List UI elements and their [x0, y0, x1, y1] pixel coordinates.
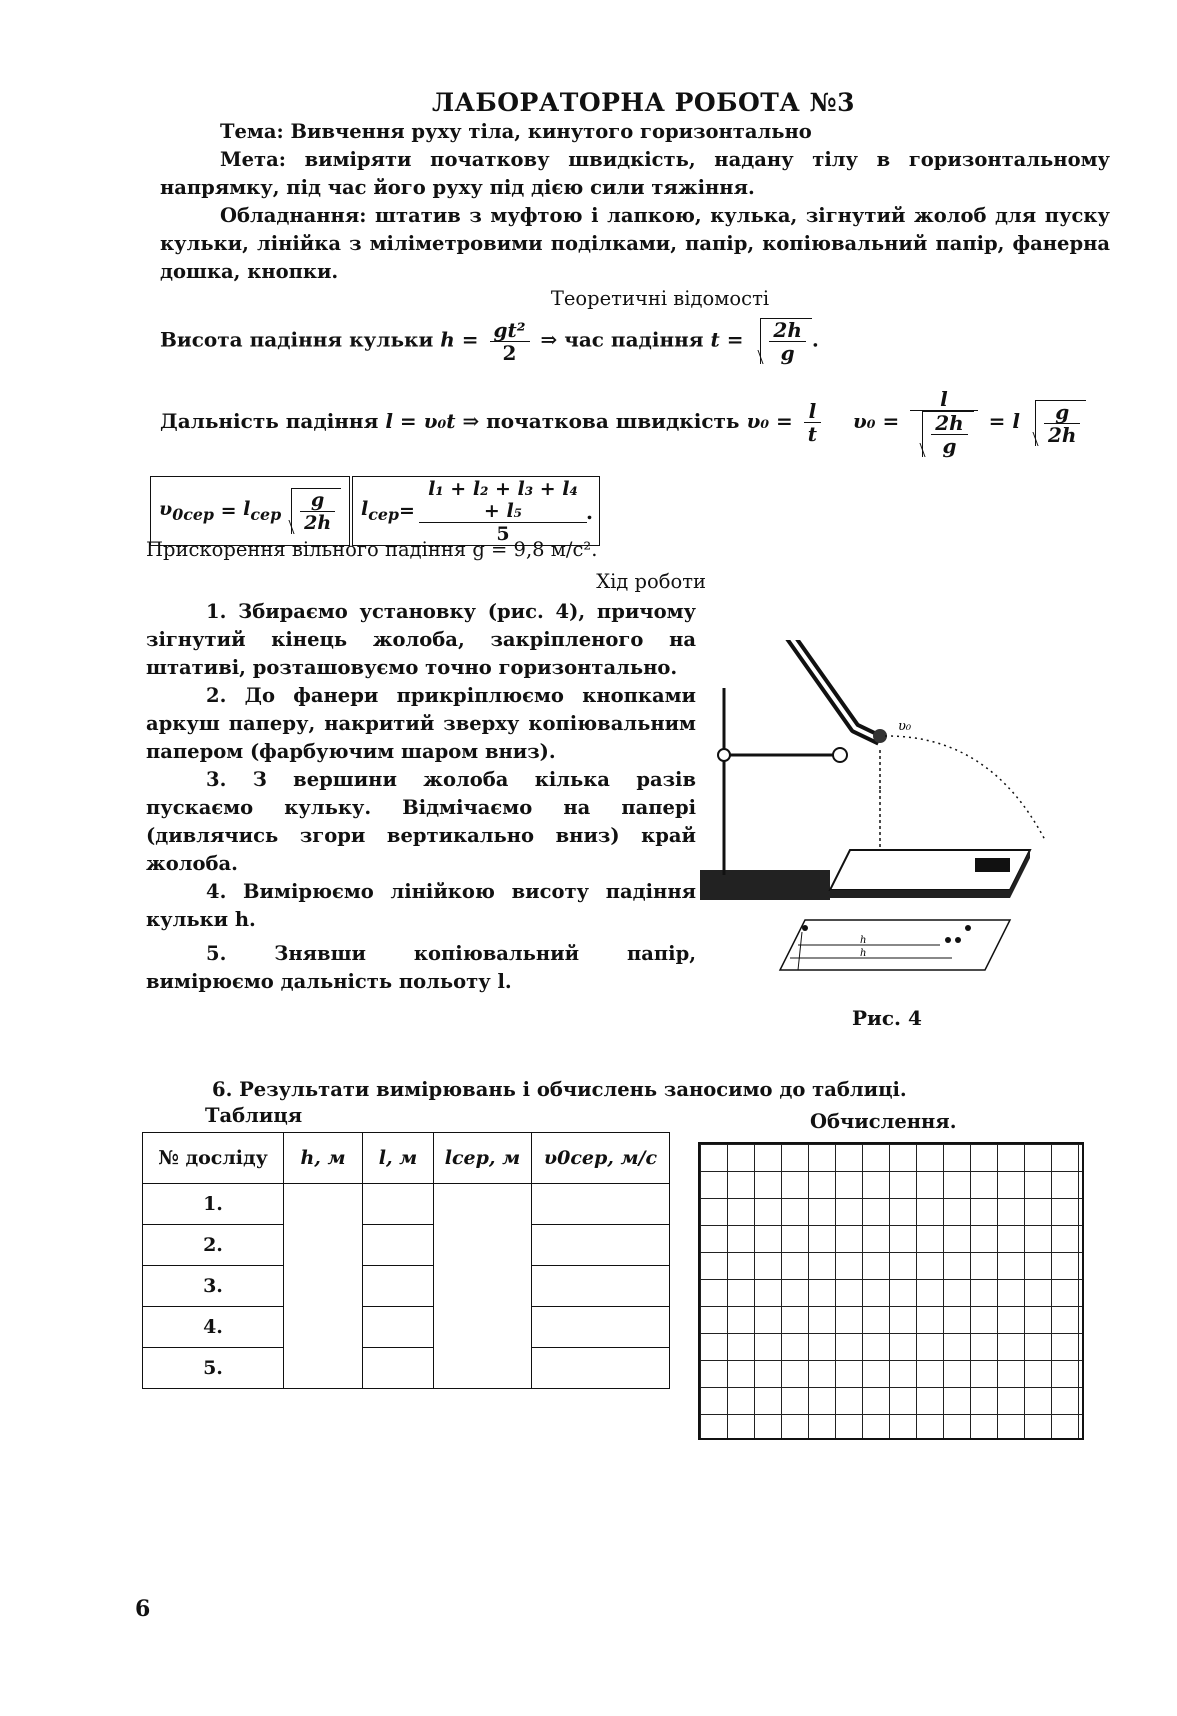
- range-label: Дальність падіння: [160, 409, 379, 433]
- goal-label: Мета:: [220, 148, 286, 171]
- table-row: [143, 1348, 670, 1389]
- svg-text:h: h: [860, 948, 867, 959]
- equipment-paragraph: [160, 202, 1110, 286]
- l-avg-formula: $l_{сер}$ = $\frac{\text{l₁ + l₂ + l₃ + l₄ + l₅}}{5}$: [352, 476, 600, 546]
- calculation-grid: [698, 1142, 1084, 1440]
- table-row: [143, 1225, 670, 1266]
- stand-base: [700, 870, 830, 900]
- page-number: 6: [135, 1596, 151, 1622]
- theory-heading: Теоретичні відомості: [550, 287, 770, 310]
- row-number: 5.: [143, 1348, 284, 1389]
- height-label: Висота падіння кульки: [160, 327, 434, 352]
- step-3: 3. З вершини жолоба кілька разів пускаємо кульку. Відмічаємо на папері (дивлячись згори вертикально вниз) край жолоба.: [146, 768, 696, 875]
- ball: [873, 729, 887, 743]
- cell-l: [363, 1225, 434, 1266]
- cell-v0: [532, 1307, 670, 1348]
- cell-v0: [532, 1184, 670, 1225]
- fall-time-label: час падіння: [564, 327, 704, 352]
- cell-v0: [532, 1348, 670, 1389]
- step-6: 6. Результати вимірювань і обчислень заносимо до таблиці.: [212, 1078, 907, 1101]
- calc-label: Обчислення.: [810, 1110, 957, 1133]
- header-experiment: № досліду: [143, 1133, 284, 1184]
- row-number: 1.: [143, 1184, 284, 1225]
- page-title: ЛАБОРАТОРНА РОБОТА №3: [431, 88, 856, 117]
- trajectory: [885, 736, 1045, 840]
- header-l: l, м: [363, 1133, 434, 1184]
- row-number: 2.: [143, 1225, 284, 1266]
- init-speed-label: початкова швидкість: [486, 409, 740, 433]
- height-formula: Висота падіння кульки h = $\frac{\text{gt²}}{2}$ ⇒ час падіння t = $\frac{2h}{g}$ .: [160, 317, 819, 365]
- bent-chute: [768, 640, 880, 740]
- goal-text: виміряти початкову швидкість, надану тілу в горизонтальному напрямку, під час його руху під дією сили тяжіння.: [160, 148, 1110, 199]
- v0-avg-formula: $\upsilon_{0сер}$ = $l_{сер}$ $\frac{g}{2h}$: [150, 476, 350, 546]
- step-1: 1. Збираємо установку (рис. 4), причому зігнутий кінець жолоба, закріпленого на штативі, розташовуємо точно горизонтально.: [146, 600, 696, 679]
- equipment-text: штатив з муфтою і лапкою, кулька, зігнутий жолоб для пуску кульки, лінійка з міліметровими поділками, папір, копіювальний папір, фанерна дошка, кнопки.: [160, 204, 1110, 283]
- row-number: 3.: [143, 1266, 284, 1307]
- cell-v0: [532, 1225, 670, 1266]
- row-number: 4.: [143, 1307, 284, 1348]
- step-2: 2. До фанери прикріплюємо кнопками аркуш паперу, накритий зверху копіювальним папером (фарбуючим шаром вниз).: [146, 684, 696, 763]
- range-formula: Дальність падіння l = υ₀t ⇒ початкова швидкість υ₀ = $\frac{l}{t}$ υ₀ = $\frac{l}{\frac{2h}{g}}$ = l $\frac{g}{2h}$: [160, 388, 1086, 457]
- step-5: 5. Знявши копіювальний папір, вимірюємо дальність польоту l.: [146, 942, 696, 993]
- header-l-avg: lсер, м: [434, 1133, 532, 1184]
- procedure-steps: [146, 598, 696, 996]
- goal-paragraph: [160, 146, 1110, 202]
- topic-label: Тема:: [220, 120, 284, 143]
- procedure-heading: Хід роботи: [596, 570, 706, 593]
- svg-text:h: h: [860, 935, 867, 946]
- results-table: [142, 1132, 670, 1389]
- step-4: 4. Вимірюємо лінійкою висоту падіння кульки h.: [146, 880, 696, 931]
- figure-caption: Рис. 4: [852, 1006, 922, 1030]
- header-v0-avg: υ0сер, м/с: [532, 1133, 670, 1184]
- cell-v0: [532, 1266, 670, 1307]
- gravity-line: Прискорення вільного падіння g = 9,8 м/с².: [146, 538, 598, 561]
- equipment-label: Обладнання:: [220, 204, 367, 227]
- svg-text:υ₀: υ₀: [898, 719, 912, 734]
- figure-4-diagram: [690, 640, 1110, 1000]
- cell-l: [363, 1266, 434, 1307]
- cell-h: [284, 1184, 363, 1389]
- cell-l: [363, 1184, 434, 1225]
- cell-l: [363, 1348, 434, 1389]
- table-row: [143, 1307, 670, 1348]
- cell-l-avg: [434, 1184, 532, 1389]
- topic-line: [160, 118, 1110, 146]
- table-row: [143, 1266, 670, 1307]
- table-header-row: [143, 1133, 670, 1184]
- header-h: h, м: [284, 1133, 363, 1184]
- table-label: Таблиця: [205, 1104, 303, 1127]
- table-row: [143, 1184, 670, 1225]
- cell-l: [363, 1307, 434, 1348]
- topic-text: Вивчення руху тіла, кинутого горизонтально: [290, 120, 812, 143]
